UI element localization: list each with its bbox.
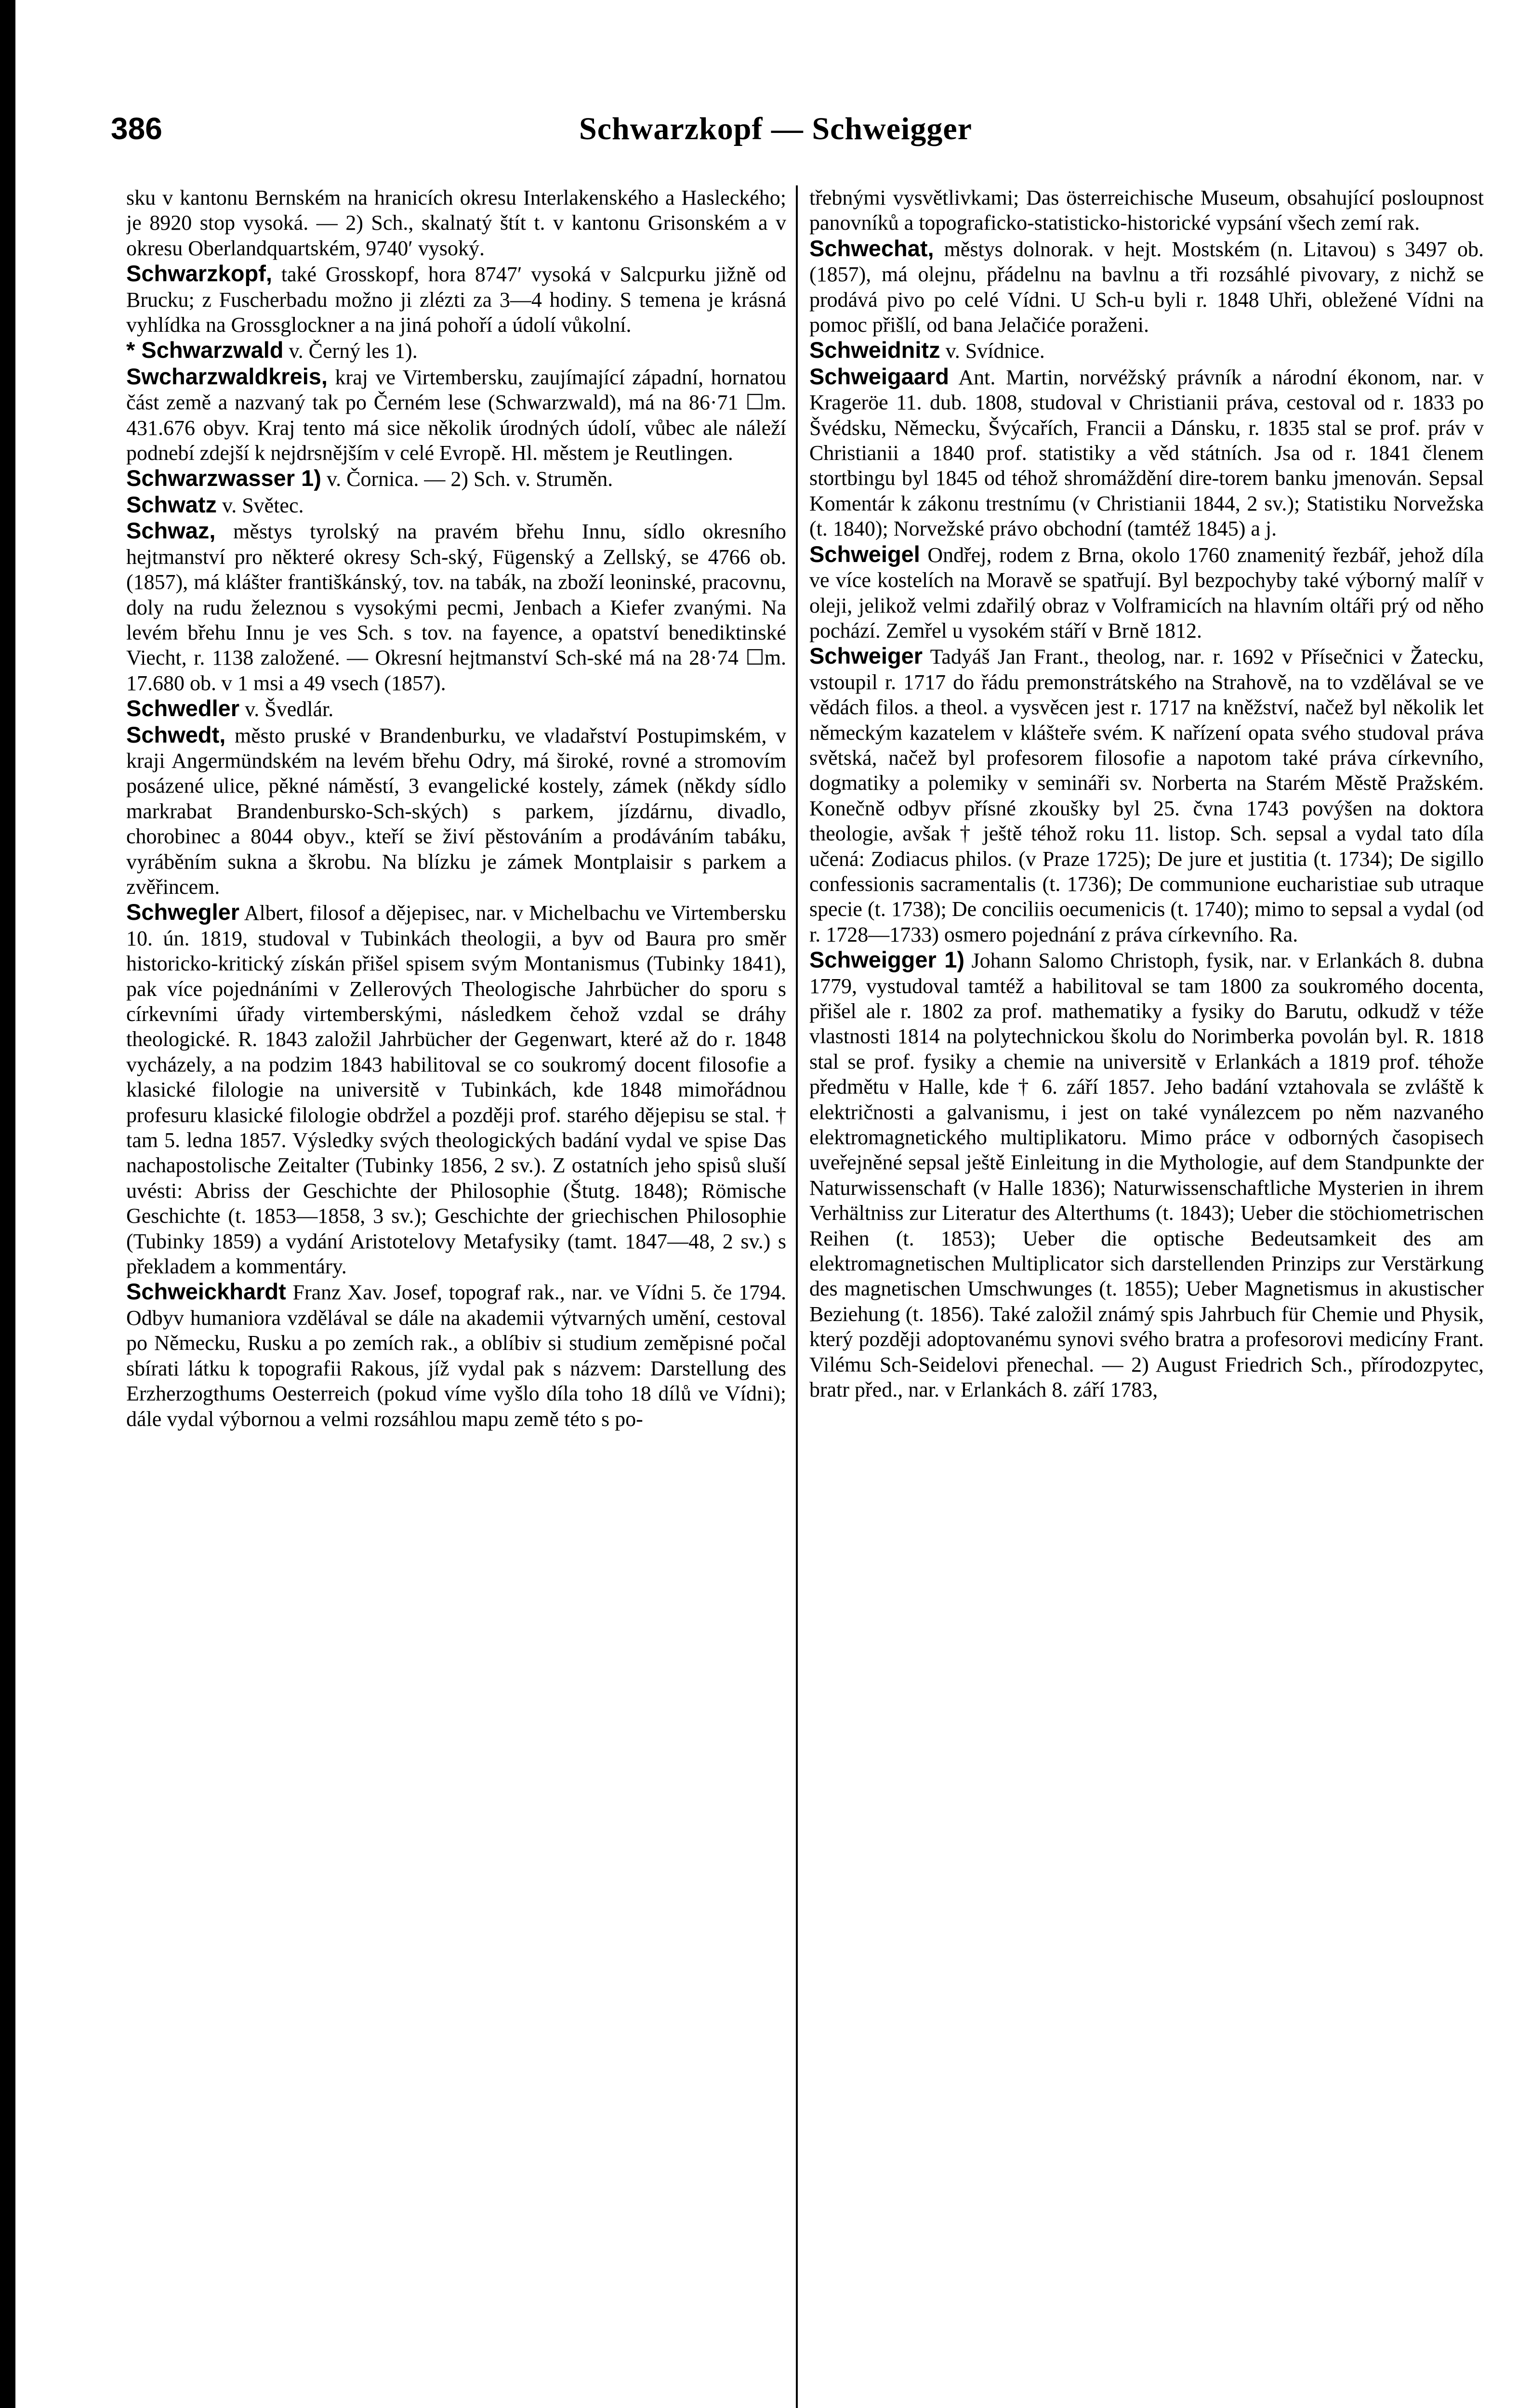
entry-text: Ant. Martin, norvéžský právník a národní ékonom, nar. v Krageröe 11. dub. 1808, studoval v Christianii práva, cestoval od r. 1833 po Švédsku, Německu, Švýcařích, Francii a Dánsku, r. 1835 stal se prof. práv v Christianii a 1840 prof. statistiky a věd státních. Jsa od r. 1841 členem stortbingu byl 1845 od téhož shromáždění dire-torem banku jmenován. Sepsal Komentár k zákonu trestnímu (v Christianii 1844, 2 sv.); Statistiku Norvežska (t. 1840); Norvežské právo obchodní (tamtéž 1845) a j. [809,365,1484,541]
left-column [126,185,786,2408]
entry-text: Tadyáš Jan Frant., theolog, nar. r. 1692 v Přísečnici v Žatecku, vstoupil r. 1717 do řádu premonstrátského na Strahově, na to vzdělával se ve vědách filos. a theol. a vysvěcen jest r. 1717 na kněžství, načež byl několik let německým kazatelem v klášteře svém. K nařízení opata svého studoval práva světská, načež byl profesorem filosofie a napotom také práva církevního, dogmatiky a polemiky v semináři sv. Norberta na Starém Městě Pražském. Konečně odbyv přísné zkoušky byl 25. čvna 1743 povýšen na doktora theologie, avšak † ještě téhož roku 11. listop. Sch. sepsal a vydal tato díla učená: Zodiacus philos. (v Praze 1725); De jure et justitia (t. 1734); De sigillo confessionis sacramentalis (t. 1736); De communione eucharistiae sub utraque specie (t. 1738); De conciliis oecumenicis (t. 1740); mimo to sepsal a vydal (od r. 1728—1733) osmero pojednání z práva církevního. Ra. [809,645,1484,946]
entry-paragraph [126,364,786,466]
entry-paragraph [126,722,786,900]
entry-headword: Schweickhardt [126,1279,286,1305]
entry-text: v. Černý les 1). [289,339,418,363]
entry-headword: Schwechat, [809,235,934,261]
right-column [809,185,1484,2408]
entry-paragraph [126,261,786,338]
entry-paragraph [809,542,1484,644]
entry-headword: Schwarzkopf, [126,261,272,287]
entry-paragraph [126,900,786,1279]
entry-headword: Schwaz, [126,518,216,544]
entry-paragraph [126,466,786,492]
entry-text: městys tyrolský na pravém břehu Innu, sídlo okresního hejtmanství pro některé okresy Sch-ský, Fügenský a Zellský, se 4766 ob. (1857), má klášter františkánský, tov. na tabák, na zboží leoninské, pracovnu, doly na rudu železnou s vysokými pecmi, Jenbach a Kiefer zvanými. Na levém břehu Innu je ves Sch. s tov. na fayence, a opatství benediktinské Viecht, r. 1138 založené. — Okresní hejtmanství Sch-ské má na 28·74 ☐m. 17.680 ob. v 1 msi a 49 vsech (1857). [126,520,786,695]
entry-headword: Schwatz [126,491,217,517]
entry-text: město pruské v Brandenburku, ve vladařství Postupimském, v kraji Angermündském na levém břehu Odry, má široké, rovné a stromovím posázené ulice, pěkné náměstí, 3 evangelické kostely, zámek (někdy sídlo markrabat Brandenbursko-Sch-ských) s parkem, jízdárnu, divadlo, chorobinec a 8044 obyv., kteří se živí pěstováním a prodáváním tabáku, vyráběním sukna a škrobu. Na blízku je zámek Montplaisir s parkem a zvěřincem. [126,723,786,899]
entry-text: kraj ve Virtembersku, zaujímající západní, hornatou část země a nazvaný tak po Černém lese (Schwarzwald), má na 86·71 ☐m. 431.676 obyv. Kraj tento má sice několik úrodných údolí, vůbec ale náleží podnebí zdejší k nejdrsnějším v celé Evropě. Hl. městem je Reutlingen. [126,365,786,465]
entry-text: Johann Salomo Christoph, fysik, nar. v Erlankách 8. dubna 1779, vystudoval tamtéž a habilitoval se tam 1800 za soukromého docenta, přišel ale r. 1802 za prof. mathematiky a fysiky do Barutu, odkudž v téže vlastnosti 1814 na polytechnickou školu do Norimberka povolán byl. R. 1818 stal se prof. fysiky a chemie na universitě v Erlankách a 1819 prof. téhože předmětu v Halle, kde † 6. září 1857. Jeho badání vztahovala se zvláště k električnosti a galvanismu, i jest on také vynálezcem po něm nazvaného elektromagnetického multiplikatoru. Mimo práce v odborných časopisech uveřejněné sepsal ještě Einleitung in die Mythologie, auf dem Standpunkte der Naturwissenschaft (v Halle 1836); Naturwissenschaftliche Mysterien in ihrem Verhältniss zur Literatur des Alterthums (t. 1843); Ueber die stöchiometrischen Reihen (t. 1853); Ueber die optische Bedeutsamkeit des am elektromagnetischen Multiplicator sich darstellenden Prinzips zur Verstärkung des magnetischen Umschwunges (t. 1855); Ueber Magnetismus in akustischer Beziehung (t. 1856). Také založil známý spis Jahrbuch für Chemie und Physik, který později adoptovanému synovi svého bratra a profesorovi medicíny Frant. Vilému Sch-Seidelovi přenechal. — 2) August Friedrich Sch., přírodozpytec, bratr před., nar. v Erlankách 8. září 1783, [809,949,1484,1402]
entry-headword: Schwegler [126,899,240,925]
entry-paragraph [126,1279,786,1431]
entry-headword: Schwedt, [126,721,226,747]
entry-paragraph [809,643,1484,947]
entry-paragraph [809,236,1484,338]
page-number: 386 [111,111,162,146]
entry-paragraph [809,338,1484,364]
entry-paragraph [126,185,786,261]
entry-headword: Schwarzwasser 1) [126,465,321,491]
entry-text: v. Svídnice. [945,339,1045,363]
entry-headword: Schweigaard [809,363,949,389]
entry-text: třebnými vysvětlivkami; Das österreichische Museum, obsahující posloupnost panovníků a topograficko-statisticko-historické vypsání všech zemí rak. [809,186,1484,235]
entry-paragraph [126,338,786,364]
entry-text: sku v kantonu Bernském na hranicích okresu Interlakenského a Hasleckého; je 8920 stop vysoká. — 2) Sch., skalnatý štít t. v kantonu Grisonském a v okresu Oberlandquartském, 9740′ vysoký. [126,186,786,260]
entry-text: v. Světec. [222,493,304,517]
entry-text: městys dolnorak. v hejt. Mostském (n. Litavou) s 3497 ob. (1857), má olejnu, přádelnu na bavlnu a tři rozsáhlé pivovary, z nichž se prodává pivo po celé Vídni. U Sch-u byli r. 1848 Uhři, obležené Vídni na pomoc přišlí, od bana Jelačiće poraženi. [809,237,1484,337]
entry-headword: * Schwarzwald [126,337,284,363]
entry-headword: Schwedler [126,695,240,721]
entry-paragraph [126,492,786,518]
entry-headword: Schweidnitz [809,337,940,363]
entry-text: v. Švedlár. [245,697,334,721]
entry-text: Ondřej, rodem z Brna, okolo 1760 znamenitý řezbář, jehož díla ve více kostelích na Moravě se spatřují. Byl bezpochyby také výborný malíř v oleji, jelikož velmi zdařilý obraz v Volframicích na hlavním oltáři prý od něho pochází. Zemřel u vysokém stáří v Brně 1812. [809,543,1484,642]
entry-text: Franz Xav. Josef, topograf rak., nar. ve Vídni 5. če 1794. Odbyv humaniora vzdělával se dále na akademii výtvarných umění, cestoval po Německu, Rusku a po zemích rak., a oblíbiv si studium zeměpisné počal sbírati látku k topografii Rakous, jíž vydal pak s názvem: Darstellung des Erzherzogthums Oesterreich (pokud víme vyšlo díla toho 18 dílů ve Vídni); dále vydal výbornou a velmi rozsáhlou mapu země této s po- [126,1281,786,1431]
entry-paragraph [126,696,786,722]
entry-headword: Swcharzwaldkreis, [126,363,328,389]
entry-text: také Grosskopf, hora 8747′ vysoká v Salcpurku jižně od Brucku; z Fuscherbadu možno ji zlézti za 3—4 hodiny. S temena je krásná vyhlídka na Grossglockner a na jiná pohoří a údolí vůkolní. [126,262,786,337]
entry-headword: Schweigger 1) [809,947,965,973]
entry-paragraph [126,518,786,696]
entry-headword: Schweiger [809,643,923,669]
entry-headword: Schweigel [809,541,920,567]
running-head: Schwarzkopf — Schweigger [579,111,972,146]
entry-paragraph [809,364,1484,542]
entry-text: v. Čornica. — 2) Sch. v. Struměn. [326,467,613,491]
page-header [111,111,1440,159]
scan-border [0,0,15,2408]
entry-paragraph [809,947,1484,1402]
entry-paragraph [809,185,1484,236]
entry-text: Albert, filosof a dějepisec, nar. v Michelbachu ve Virtembersku 10. ún. 1819, studoval v Tubinkách theologii, a byv od Baura pro směr historicko-kritický získán přišel spisem svým Montanismus (Tubinky 1841), pak více pojednáními v Zellerových Theologische Jahrbücher do sporu s církevními úřady virtemberskými, následkem čehož vzdal se dráhy theologické. R. 1843 založil Jahrbücher der Gegenwart, které až do r. 1848 vycházely, a na podzim 1843 habilitoval se co soukromý docent filosofie a klasické filologie na universitě v Tubinkách, kde 1848 mimořádnou profesuru klasické filologie obdržel a později prof. starého dějepisu se stal. † tam 5. ledna 1857. Výsledky svých theologických badání vydal ve spise Das nachapostolische Zeitalter (Tubinky 1856, 2 sv.). Z ostatních jeho spisů sluší uvésti: Abriss der Geschichte der Philosophie (Štutg. 1848); Römische Geschichte (t. 1853—1858, 3 sv.); Geschichte der griechischen Philosophie (Tubinky 1859) a vydání Aristotelovy Metafysiky (tamt. 1847—48, 2 sv.) s překladem a kommentáry. [126,901,786,1279]
column-divider [796,185,798,2408]
